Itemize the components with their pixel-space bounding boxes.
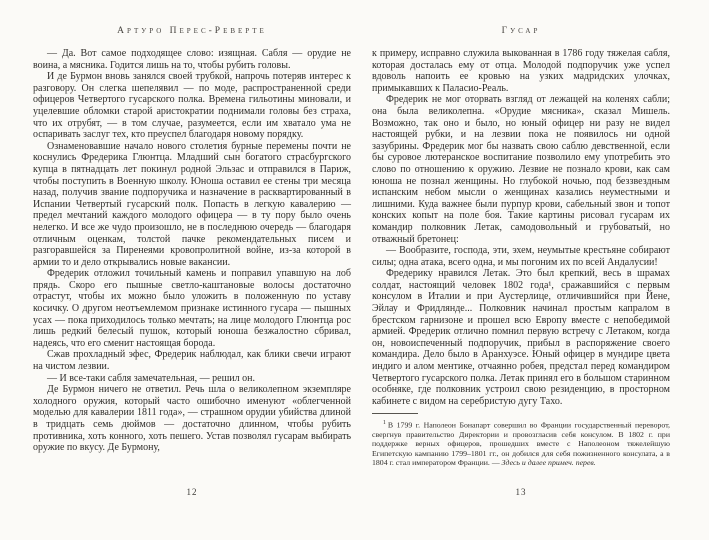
footnote-body: В 1799 г. Наполеон Бонапарт совершил во Франции государственный переворот, свергнув правительство Директории и провозгласив себя консулом. В 1802 г. при поддержке верных офицеров, прошедших вместе с Наполеоном тяжелейшую Египетскую кампанию 1799–1801 гг., он добился для себя пожизненного консулата, а в 1804 г. стал императором Франции. — [372, 421, 670, 467]
paragraph: Де Бурмон ничего не ответил. Речь шла о великолепном экземпляре холодного оружия, который часто ошибочно именуют «облегченной моделью для кавалерии 1811 года», — страшном орудии убийства длиной в тридцать семь дюймов — достаточно длинном, чтобы рубить противника, хоть конного, хоть пешего. Устав позволял гусарам выбирать оружие по вкусу. Де Бурмону, [33, 384, 351, 454]
paragraph: к примеру, исправно служила выкованная в 1786 году тяжелая сабля, которая досталась ему от отца. Молодой подпоручик уже успел вдоволь напоить ее кровью на узких мадридских улочках, примыкавших к Паласио-Реаль. [372, 48, 670, 94]
footnote-translator-note: Здесь и далее примеч. перев. [501, 457, 596, 467]
footnote-text [372, 419, 670, 467]
paragraph: Сжав прохладный эфес, Фредерик наблюдал, как блики свечи играют на чистом лезвии. [33, 349, 351, 373]
left-page [33, 26, 351, 454]
left-running-head: Артуро Перес-Реверте [117, 26, 267, 36]
right-page-body [372, 48, 670, 407]
paragraph: Фредерик отложил точильный камень и поправил упавшую на лоб прядь. Скоро его пышные светло-каштановые волосы достаточно отрастут, чтобы их можно было уложить в положенную по уставу косичку. О другом неотъемлемом признаке истинного гусара — пышных усах — пока приходилось только мечтать; на лице молодого Глюнтца рос лишь редкий белесый пушок, который юноша безжалостно сбривал, надеясь, что его сменит настоящая борода. [33, 268, 351, 349]
left-page-number: 12 [186, 487, 198, 497]
paragraph: Ознаменовавшие начало нового столетия бурные перемены почти не коснулись Фредерика Глюнтца. Младший сын богатого страсбургского купца в пятнадцать лет покинул родной Эльзас и отправился в Париж, чтобы поступить в Военную школу. Юноша оставил ее стены три месяца назад, получив звание подпоручика и назначение в расквартированный в Испании Четвертый гусарский полк. Попасть в легкую кавалерию — предел мечтаний каждого молодого офицера — в ту пору было очень нелегко. И все же чудо произошло, не в последнюю очередь — благодаря отличным оценкам, толстой пачке рекомендательных писем и разгоравшейся за Пиренеями кровопролитной войне, из-за которой в армии то и дело открывались новые вакансии. [33, 140, 351, 268]
paragraph: — Да. Вот самое подходящее слово: изящная. Сабля — орудие не воина, а мясника. Годится лишь на то, чтобы рубить головы. [33, 48, 351, 71]
left-page-body [33, 48, 351, 454]
footnote-separator [372, 413, 418, 414]
paragraph: Фредерик не мог оторвать взгляд от лежащей на коленях сабли; она была великолепна. «Орудие мясника», сказал Мишель. Возможно, так оно и было, но юный офицер ни разу не видел настоящей рубки, и на лезвии пока не появилось ни одной зазубрины. Фредерик мог бы назвать свою саблю девственной, если бы суровое лютеранское воспитание позволило ему употребить это слово по отношению к оружию. Лезвие не познало крови, как сам юноша не познал женщины. Но глубокой ночью, под беззвездным испанским небом мысли о женщинах казались неуместными и лишними. Куда важнее были пурпур крови, сабельный звон и топот конских копыт на поле боя. Такие картины рисовал гусарам их командир полковник Летак, самодовольный и грубоватый, но отважный бретонец: [372, 94, 670, 245]
paragraph: Фредерику нравился Летак. Это был крепкий, весь в шрамах солдат, настоящий человек 1802 года¹, сражавшийся с первым консулом в Италии и при Аустерлице, отличившийся при Йене, Эйлау и Фридлянде... Полковник начинал простым капралом в брестском гарнизоне и прошел всю Европу вместе с непобедимой армией. Фредерик отлично помнил первую встречу с Летаком, когда он, новоиспеченный подпоручик, прибыл в распоряжение своего командира. Дело было в Аранхуэсе. Юный офицер в мундире цвета индиго и алом ментике, отчаянно робея, предстал перед командиром Четвертого гусарского полка. Летак принял его в большом старинном особняке, где полковник устроил свою резиденцию, в просторном кабинете с видом на серебристую дугу Тахо. [372, 268, 670, 407]
footnote-marker: 1 [383, 420, 386, 427]
right-page [372, 26, 670, 467]
right-running-head: Гусар [501, 26, 541, 36]
paragraph: — И все-таки сабля замечательная, — решил он. [47, 372, 255, 384]
paragraph: — Вообразите, господа, эти, эхем, неумытые крестьяне собирают силы; одна атака, всего одна, и мы погоним их по всей Андалусии! [372, 245, 670, 268]
paragraph: И де Бурмон вновь занялся своей трубкой, напрочь потеряв интерес к разговору. Он слегка шепелявил — по моде, распространенной среди офицеров Четвертого гусарского полка. Времена гильотины миновали, и уцелевшие обломки старой аристократии поднимали головы без страха, что их отрубят, — в том случае, разумеется, если им хватало ума не оспаривать заслуг тех, кто преуспел благодаря новому порядку. [33, 71, 351, 141]
right-page-number: 13 [515, 487, 527, 497]
footnote [372, 413, 670, 467]
